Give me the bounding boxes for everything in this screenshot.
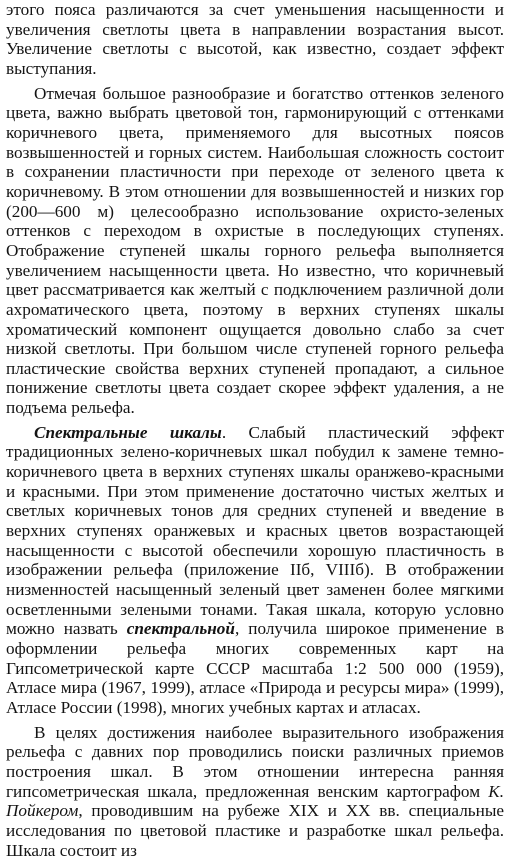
paragraph-continuation: этого пояса различаются за счет уменьшения насыщенности и увеличения светлоты цвета в направлении возрастания высот. Увеличение светлоты с высотой, как известно, создает эффект выступания. <box>6 0 504 78</box>
term-spectral: спектральной <box>126 619 235 639</box>
paragraph-text: , проводившим на рубеже XIX и XX вв. специальные исследования по цветовой пластике и разработке шкал рельефа. Шкала состоит из <box>6 801 504 860</box>
term-spectral-scales: Спектральные шкалы <box>34 422 222 442</box>
paragraph-text: , получила широкое применение в оформлении рельефа многих современных карт на Гипсометрической карте СССР масштаба 1:2 500 000 (1959), Атласе мира (1967, 1999), атласе «Природа и ресурсы мира» (1999), Атласе России (1998), многих учебных картах и атласах. <box>6 619 504 717</box>
paragraph-spectral-scales <box>6 423 504 718</box>
person-name: К. Пойкером <box>6 781 504 821</box>
paragraph-green-brown-scales: Отмечая большое разнообразие и богатство оттенков зеленого цвета, важно выбрать цветовой тон, гармонирующий с оттенками коричневого цвета, применяемого для высотных поясов возвышенностей и горных систем. Наибольшая сложность состоит в сохранении пластичности при переходе от зеленого цвета к коричневому. В этом отношении для возвышенностей и низких гор (200—600 м) целесообразно использование охристо-зеленых оттенков с переходом в охристые в последующих ступенях. Отображение ступеней шкалы горного рельефа выполняется увеличением насыщенности цвета. Но известно, что коричневый цвет рассматривается как желтый с подключением различной доли ахроматического цвета, поэтому в верхних ступенях шкалы хроматический компонент ощущается довольно слабо за счет низкой светлоты. При большом числе ступеней горного рельефа пластические свойства верхних ступеней пропадают, а сильное понижение светлоты цвета создает скорее эффект удаления, а не подъема рельефа. <box>6 83 504 418</box>
paragraph-peucker-scale <box>6 723 504 860</box>
paragraph-text: . Слабый пластический эффект традиционных зелено-коричневых шкал побудил к замене темно-коричневого цвета в верхних ступенях шкалы оранжево-красными и красными. При этом применение достаточно чистых желтых и светлых коричневых тонов для средних ступеней и введение в верхних ступенях оранжевых и красных цветов возрастающей насыщенности с высотой обеспечили хорошую пластичность в изображении рельефа (приложение IIб, VIIIб). В отображении низменностей насыщенный зеленый цвет заменен более мягкими осветленными зелеными тонами. Такая шкала, которую условно можно назвать <box>6 422 504 639</box>
paragraph-text: В целях достижения наиболее выразительного изображения рельефа с давних пор проводились поиски различных приемов построения шкал. В этом отношении интересна ранняя гипсометрическая шкала, предложенная венским картографом <box>6 722 504 801</box>
